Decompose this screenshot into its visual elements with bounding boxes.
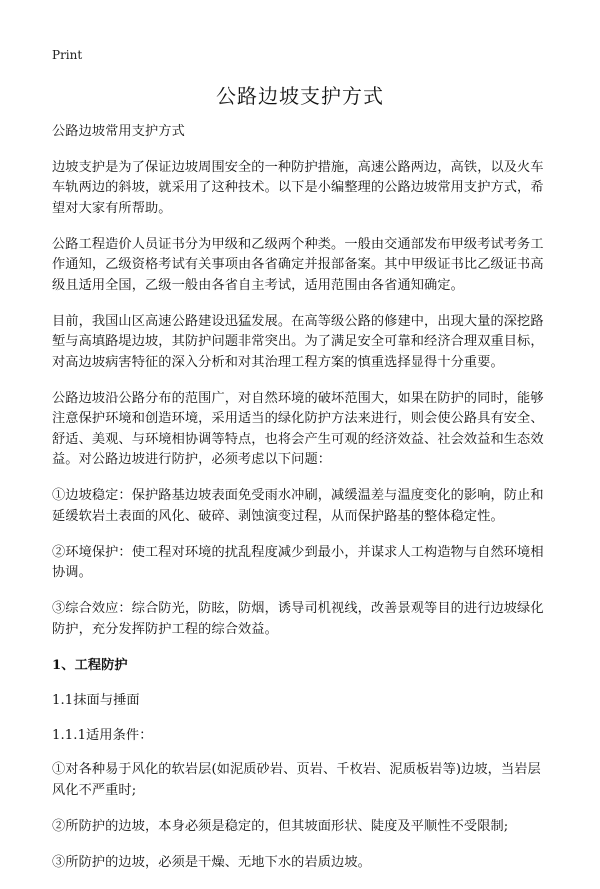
- paragraph: ①边坡稳定：保护路基边坡表面免受雨水冲刷，减缓温差与温度变化的影响，防止和延缓软岩土表面的风化、破碎、剥蚀演变过程，从而保护路基的整体稳定性。: [52, 488, 544, 524]
- print-link[interactable]: Print: [52, 48, 83, 62]
- paragraph: ②环境保护：使工程对环境的扰乱程度减少到最小，并谋求人工构造物与自然环境相协调。: [52, 544, 544, 580]
- paragraph: ③综合效应：综合防光，防眩，防烟，诱导司机视线，改善景观等目的进行边坡绿化防护，充分发挥防护工程的综合效益。: [52, 601, 544, 637]
- list-item: ②所防护的边坡，本身必须是稳定的，但其坡面形状、陡度及平顺性不受限制;: [52, 818, 509, 834]
- paragraph: 公路边坡沿公路分布的范围广，对自然环境的破坏范围大，如果在防护的同时，能够注意保护环境和创造环境，采用适当的绿化防护方法来进行，则会使公路具有安全、舒适、美观、与环境相协调等特点，也将会产生可观的经济效益、社会效益和生态效益。对公路边坡进行防护，必须考虑以下问题：: [52, 390, 544, 467]
- article-subtitle: 公路边坡常用支护方式: [52, 124, 185, 139]
- article-body: [52, 122, 552, 889]
- page-title: 公路边坡支护方式: [216, 84, 384, 108]
- list-item: ③所防护的边坡，必须是干燥、无地下水的岩质边坡。: [52, 854, 371, 870]
- paragraph: 公路工程造价人员证书分为甲级和乙级两个种类。一般由交通部发布甲级考试考务工作通知，乙级资格考试有关事项由各省确定并报部备案。其中甲级证书比乙级证书高级且适用全国，乙级一般由各省自主考试，适用范围由各省通知确定。: [52, 236, 544, 293]
- list-item: ①对各种易于风化的软岩层(如泥质砂岩、页岩、千枚岩、泥质板岩等)边坡，当岩层风化不严重时;: [52, 762, 541, 798]
- subsection-heading: 1.1抹面与捶面: [52, 693, 140, 708]
- section-heading: 1、工程防护: [52, 657, 128, 673]
- paragraph: 边坡支护是为了保证边坡周围安全的一种防护措施，高速公路两边，高铁，以及火车车轨两边的斜坡，就采用了这种技术。以下是小编整理的公路边坡常用支护方式，希望对大家有所帮助。: [52, 159, 544, 216]
- paragraph: 目前，我国山区高速公路建设迅猛发展。在高等级公路的修建中，出现大量的深挖路堑与高填路堤边坡，其防护问题非常突出。为了满足安全可靠和经济合理双重目标，对高边坡病害特征的深入分析和对其治理工程方案的慎重选择显得十分重要。: [52, 313, 544, 370]
- subsection-heading: 1.1.1适用条件：: [52, 727, 153, 743]
